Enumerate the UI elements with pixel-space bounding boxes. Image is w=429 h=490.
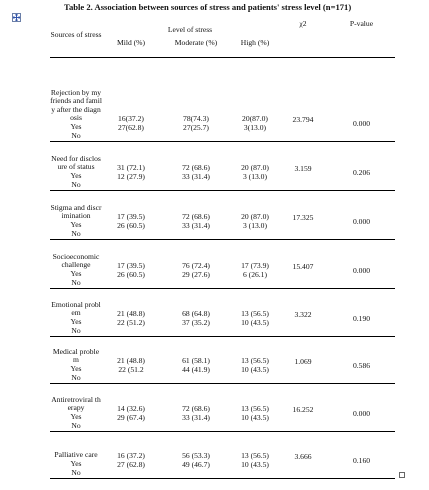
mild-no-value: 29 (67.4) <box>117 412 145 422</box>
high-no-value: 6 (26.1) <box>242 269 268 279</box>
source-cell <box>50 289 102 337</box>
p-value: 0.000 <box>328 58 395 142</box>
no-label: No <box>71 467 81 477</box>
high-no-value: 10 (43.5) <box>241 412 269 422</box>
table-row <box>50 240 395 289</box>
moderate-yes-value: 78(74.3) <box>183 114 209 123</box>
source-label: Medical problem <box>52 346 100 365</box>
table-row <box>50 142 395 191</box>
table-caption: Table 2. Association between sources of stress and patients' stress level (n=171) <box>64 2 352 12</box>
table-row <box>50 289 395 337</box>
source-label: Stigma and discrimination <box>50 202 102 221</box>
high-no-value: 10 (43.5) <box>241 317 269 327</box>
no-label: No <box>71 130 81 140</box>
mild-no-value: 26 (60.5) <box>117 220 145 230</box>
yes-label: Yes <box>70 122 82 131</box>
source-label: Need for disclosure of status <box>51 153 101 172</box>
mild-no-value: 26 (60.5) <box>117 269 145 279</box>
moderate-no-value: 33 (31.4) <box>182 220 210 230</box>
moderate-yes-value: 61 (58.1) <box>182 356 210 365</box>
high-yes-value: 13 (56.5) <box>241 356 269 365</box>
mild-cell <box>102 432 160 479</box>
high-yes-value: 20 (87.0) <box>241 163 269 172</box>
table-row <box>50 337 395 384</box>
table-row <box>50 58 395 142</box>
moderate-no-value: 49 (46.7) <box>182 459 210 469</box>
moderate-no-value: 33 (31.4) <box>182 412 210 422</box>
high-cell <box>232 191 278 240</box>
mild-cell <box>102 384 160 432</box>
moderate-no-value: 29 (27.6) <box>182 269 210 279</box>
mild-no-value: 22 (51.2 <box>118 364 144 374</box>
mild-yes-value: 14 (32.6) <box>117 404 145 413</box>
source-label: Rejection by my friends and family after the diagnosis <box>50 87 102 123</box>
p-value: 0.206 <box>328 142 395 191</box>
mild-cell <box>102 337 160 384</box>
mild-yes-value: 17 (39.5) <box>117 212 145 221</box>
chi-square-value: 15.407 <box>278 240 328 289</box>
mild-cell <box>102 142 160 191</box>
high-yes-value: 20(87.0) <box>242 114 268 123</box>
moderate-no-value: 33 (31.4) <box>182 171 210 181</box>
moderate-cell <box>160 384 232 432</box>
high-no-value: 3 (13.0) <box>242 171 268 181</box>
header-row-top <box>50 20 395 35</box>
high-cell <box>232 142 278 191</box>
high-no-value: 3 (13.0) <box>242 220 268 230</box>
chi-square-value: 17.325 <box>278 191 328 240</box>
no-label: No <box>71 372 81 382</box>
mild-no-value: 12 (27.9) <box>117 171 145 181</box>
yes-label: Yes <box>70 459 82 468</box>
table-move-handle-icon[interactable] <box>12 13 21 22</box>
table-row <box>50 384 395 432</box>
moderate-no-value: 44 (41.9) <box>182 364 210 374</box>
high-no-value: 3(13.0) <box>243 122 267 132</box>
no-label: No <box>71 179 81 189</box>
moderate-no-value: 27(25.7) <box>183 122 209 132</box>
chi-square-value: 23.794 <box>278 58 328 142</box>
source-cell <box>50 58 102 142</box>
moderate-cell <box>160 142 232 191</box>
high-yes-value: 13 (56.5) <box>241 451 269 460</box>
chi-square-value: 16.252 <box>278 384 328 432</box>
mild-no-value: 22 (51.2) <box>117 317 145 327</box>
yes-label: Yes <box>70 412 82 421</box>
moderate-yes-value: 72 (68.6) <box>182 404 210 413</box>
mild-no-value: 27(62.8) <box>118 122 144 132</box>
high-cell <box>232 58 278 142</box>
no-label: No <box>71 420 81 430</box>
source-label: Palliative care <box>54 450 98 460</box>
high-no-value: 10 (43.5) <box>241 364 269 374</box>
chi-square-value: 3.159 <box>278 142 328 191</box>
p-value: 0.000 <box>328 384 395 432</box>
high-yes-value: 13 (56.5) <box>241 404 269 413</box>
yes-label: Yes <box>70 317 82 326</box>
high-cell <box>232 289 278 337</box>
moderate-cell <box>160 289 232 337</box>
moderate-no-value: 37 (35.2) <box>182 317 210 327</box>
no-label: No <box>71 277 81 287</box>
source-label: Antiretroviral therapy <box>51 394 101 413</box>
mild-yes-value: 17 (39.5) <box>117 261 145 270</box>
high-cell <box>232 432 278 479</box>
mild-yes-value: 31 (72.1) <box>117 163 145 172</box>
header-sources: Sources of stress <box>50 20 102 58</box>
source-cell <box>50 432 102 479</box>
header-chi-square: χ2 <box>278 20 328 58</box>
p-value: 0.000 <box>328 191 395 240</box>
moderate-yes-value: 72 (68.6) <box>182 163 210 172</box>
mild-cell <box>102 240 160 289</box>
source-label: Emotional problem <box>51 299 101 318</box>
high-cell <box>232 337 278 384</box>
yes-label: Yes <box>70 364 82 373</box>
source-cell <box>50 240 102 289</box>
moderate-yes-value: 56 (53.3) <box>182 451 210 460</box>
high-yes-value: 13 (56.5) <box>241 309 269 318</box>
p-value: 0.586 <box>328 337 395 384</box>
moderate-cell <box>160 191 232 240</box>
source-cell <box>50 337 102 384</box>
p-value: 0.190 <box>328 289 395 337</box>
moderate-cell <box>160 240 232 289</box>
table-resize-handle-icon[interactable] <box>399 472 405 478</box>
high-cell <box>232 384 278 432</box>
high-no-value: 10 (43.5) <box>241 459 269 469</box>
mild-no-value: 27 (62.8) <box>117 459 145 469</box>
moderate-yes-value: 68 (64.8) <box>182 309 210 318</box>
moderate-yes-value: 76 (72.4) <box>182 261 210 270</box>
header-moderate: Moderate (%) <box>160 35 232 58</box>
high-cell <box>232 240 278 289</box>
moderate-cell <box>160 432 232 479</box>
source-cell <box>50 142 102 191</box>
table-body <box>50 58 395 479</box>
moderate-yes-value: 72 (68.6) <box>182 212 210 221</box>
chi-square-value: 1.069 <box>278 337 328 384</box>
high-yes-value: 17 (73.9) <box>241 261 269 270</box>
moderate-cell <box>160 337 232 384</box>
p-value: 0.160 <box>328 432 395 479</box>
source-label: Socioeconomic challenge <box>52 251 100 270</box>
no-label: No <box>71 228 81 238</box>
table-row <box>50 191 395 240</box>
mild-yes-value: 21 (48.8) <box>117 309 145 318</box>
moderate-cell <box>160 58 232 142</box>
source-cell <box>50 384 102 432</box>
table-row <box>50 432 395 479</box>
no-label: No <box>71 325 81 335</box>
chi-square-value: 3.666 <box>278 432 328 479</box>
mild-cell <box>102 289 160 337</box>
yes-label: Yes <box>70 269 82 278</box>
mild-yes-value: 16(37.2) <box>118 114 144 123</box>
header-mild: Mild (%) <box>102 35 160 58</box>
chi-square-value: 3.322 <box>278 289 328 337</box>
header-level-group: Level of stress <box>167 25 213 34</box>
mild-cell <box>102 191 160 240</box>
mild-yes-value: 21 (48.8) <box>117 356 145 365</box>
p-value: 0.000 <box>328 240 395 289</box>
header-p-value: P-value <box>328 20 395 58</box>
header-high: High (%) <box>232 35 278 58</box>
stress-association-table <box>50 20 395 479</box>
source-cell <box>50 191 102 240</box>
mild-yes-value: 16 (37.2) <box>117 451 145 460</box>
yes-label: Yes <box>70 171 82 180</box>
mild-cell <box>102 58 160 142</box>
high-yes-value: 20 (87.0) <box>241 212 269 221</box>
yes-label: Yes <box>70 220 82 229</box>
